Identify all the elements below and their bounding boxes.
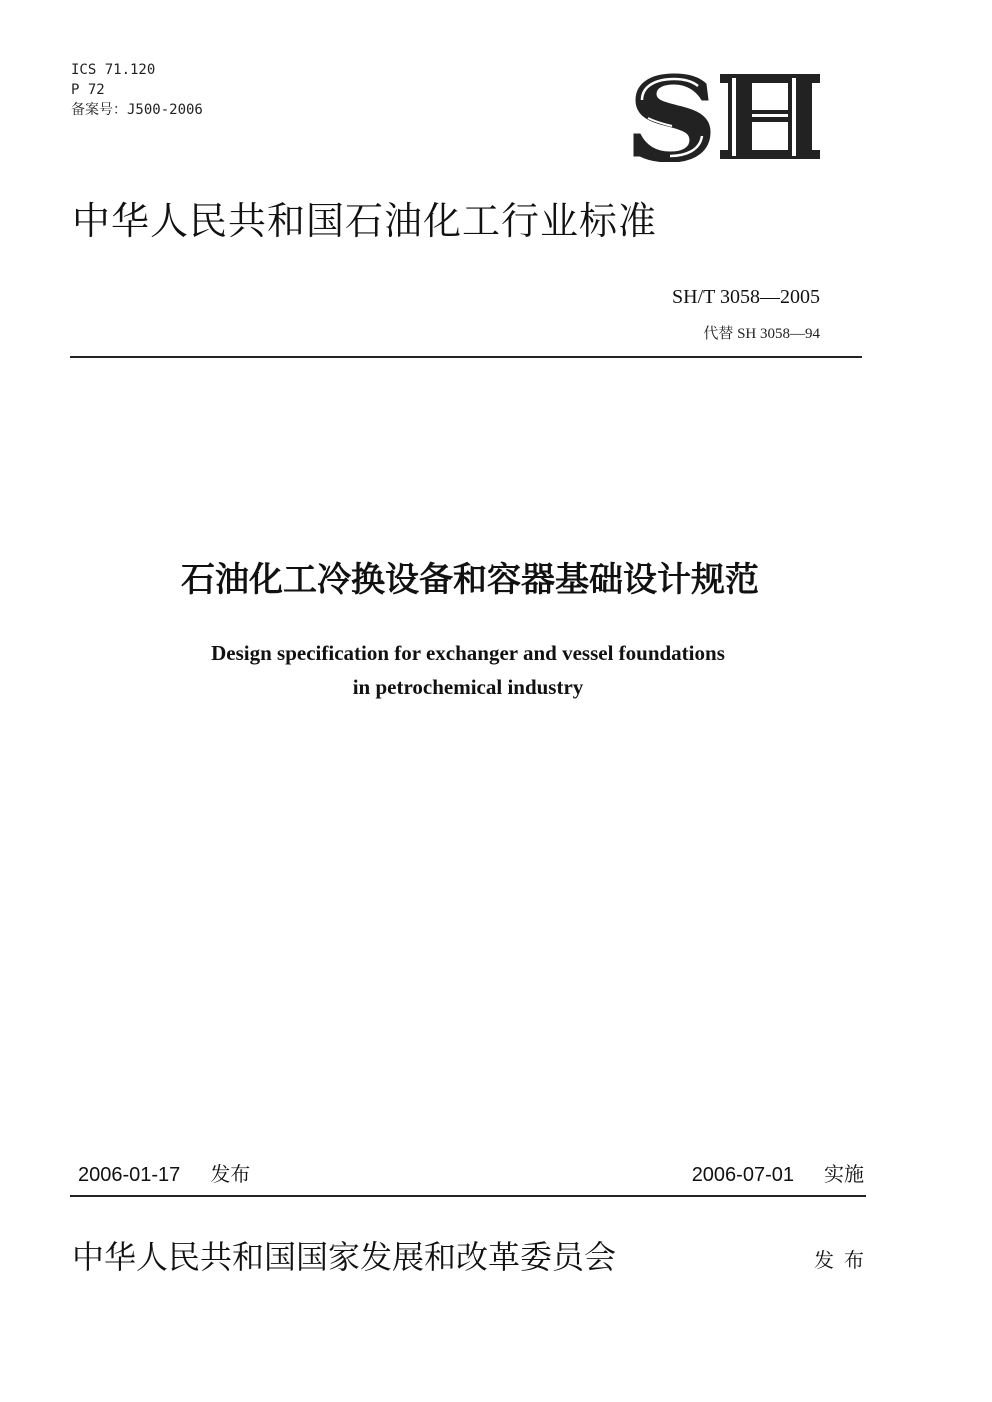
logo-h-letter — [720, 74, 820, 159]
top-divider — [70, 356, 862, 358]
logo-s-letter — [634, 74, 710, 162]
replaces-standard: 代替 SH 3058—94 — [703, 326, 820, 342]
sh-logo — [628, 70, 828, 162]
document-title-english — [0, 636, 992, 704]
publisher-name: 中华人民共和国国家发展和改革委员会 — [72, 1238, 617, 1276]
issue-label: 发布 — [210, 1162, 251, 1186]
implement-label: 实施 — [824, 1162, 864, 1186]
category-code: P 72 — [71, 82, 105, 98]
publish-label: 发布 — [814, 1248, 874, 1272]
english-title-line-2: in petrochemical industry — [352, 675, 584, 699]
classification-block — [71, 60, 203, 120]
document-title-chinese: 石油化工冷换设备和容器基础设计规范 — [181, 560, 759, 600]
issue-date-block — [78, 1158, 250, 1187]
implement-date: 2006-07-01 — [691, 1164, 794, 1186]
ics-code: ICS 71.120 — [71, 62, 156, 78]
filing-number: 备案号：J500-2006 — [71, 102, 203, 118]
implement-date-block — [692, 1158, 864, 1187]
issue-date: 2006-01-17 — [78, 1164, 181, 1186]
bottom-divider — [70, 1195, 866, 1197]
english-title-line-1: Design specification for exchanger and vessel foundations — [211, 641, 725, 665]
industry-standard-title: 中华人民共和国石油化工行业标准 — [72, 199, 658, 243]
standard-number: SH/T 3058—2005 — [672, 286, 820, 308]
